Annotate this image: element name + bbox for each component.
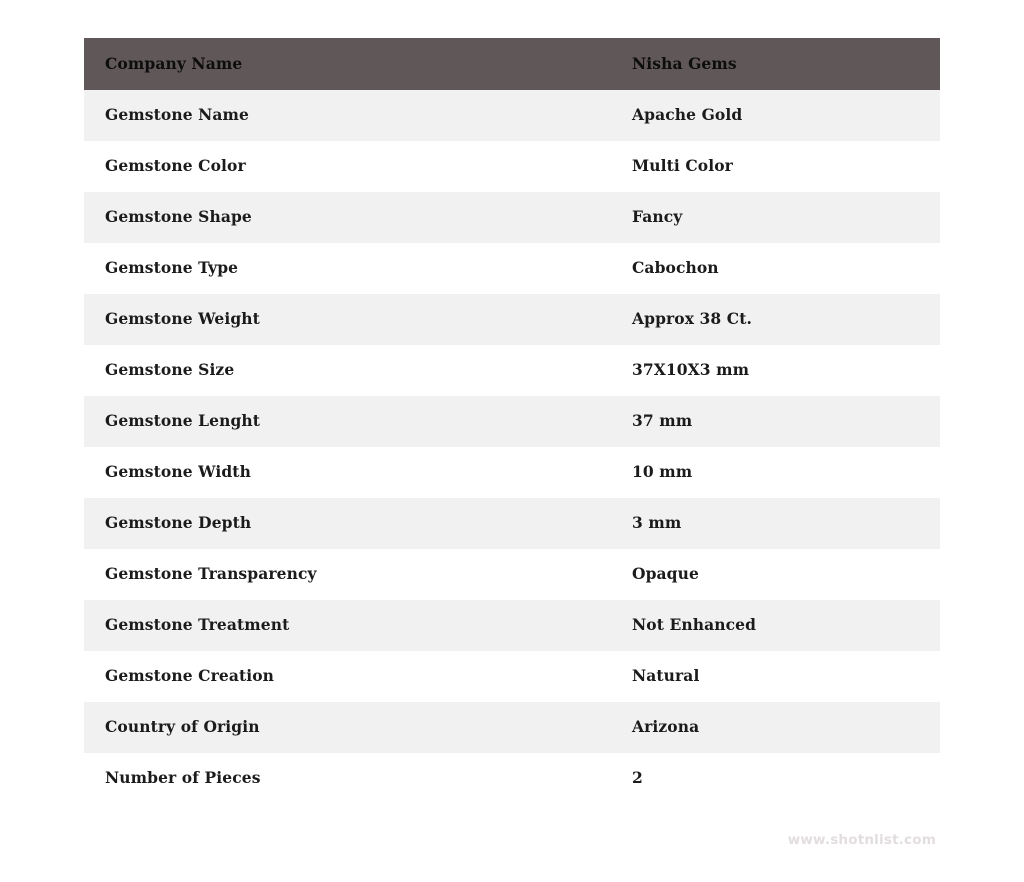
row-value: Fancy [611, 192, 940, 243]
row-label: Gemstone Name [84, 90, 611, 141]
row-value: Arizona [611, 702, 940, 753]
table-row [84, 447, 940, 498]
table-row [84, 294, 940, 345]
table-row [84, 753, 940, 804]
table-row [84, 549, 940, 600]
row-value: 37X10X3 mm [611, 345, 940, 396]
row-label: Gemstone Type [84, 243, 611, 294]
row-label: Gemstone Creation [84, 651, 611, 702]
table-row [84, 90, 940, 141]
row-value: Approx 38 Ct. [611, 294, 940, 345]
table-row [84, 702, 940, 753]
row-label: Gemstone Shape [84, 192, 611, 243]
header-label-cell: Company Name [84, 38, 611, 90]
site-watermark: www.shotnlist.com [787, 832, 936, 848]
row-value: 10 mm [611, 447, 940, 498]
row-value: 2 [611, 753, 940, 804]
table-header-row [84, 38, 940, 90]
row-value: Not Enhanced [611, 600, 940, 651]
row-value: 37 mm [611, 396, 940, 447]
table-row [84, 192, 940, 243]
row-label: Country of Origin [84, 702, 611, 753]
table-row [84, 396, 940, 447]
row-label: Gemstone Weight [84, 294, 611, 345]
header-value-cell: Nisha Gems [611, 38, 940, 90]
table-row [84, 498, 940, 549]
table-row [84, 243, 940, 294]
row-value: 3 mm [611, 498, 940, 549]
row-label: Gemstone Treatment [84, 600, 611, 651]
row-label: Gemstone Size [84, 345, 611, 396]
gemstone-spec-sheet [84, 38, 940, 804]
table-row [84, 141, 940, 192]
table-row [84, 345, 940, 396]
table-row [84, 600, 940, 651]
spec-table-body [84, 38, 940, 804]
row-value: Cabochon [611, 243, 940, 294]
row-value: Natural [611, 651, 940, 702]
row-value: Multi Color [611, 141, 940, 192]
table-row [84, 651, 940, 702]
row-value: Opaque [611, 549, 940, 600]
row-label: Gemstone Lenght [84, 396, 611, 447]
row-label: Gemstone Depth [84, 498, 611, 549]
row-label: Gemstone Color [84, 141, 611, 192]
row-label: Number of Pieces [84, 753, 611, 804]
row-label: Gemstone Width [84, 447, 611, 498]
row-value: Apache Gold [611, 90, 940, 141]
row-label: Gemstone Transparency [84, 549, 611, 600]
gemstone-spec-table [84, 38, 940, 804]
